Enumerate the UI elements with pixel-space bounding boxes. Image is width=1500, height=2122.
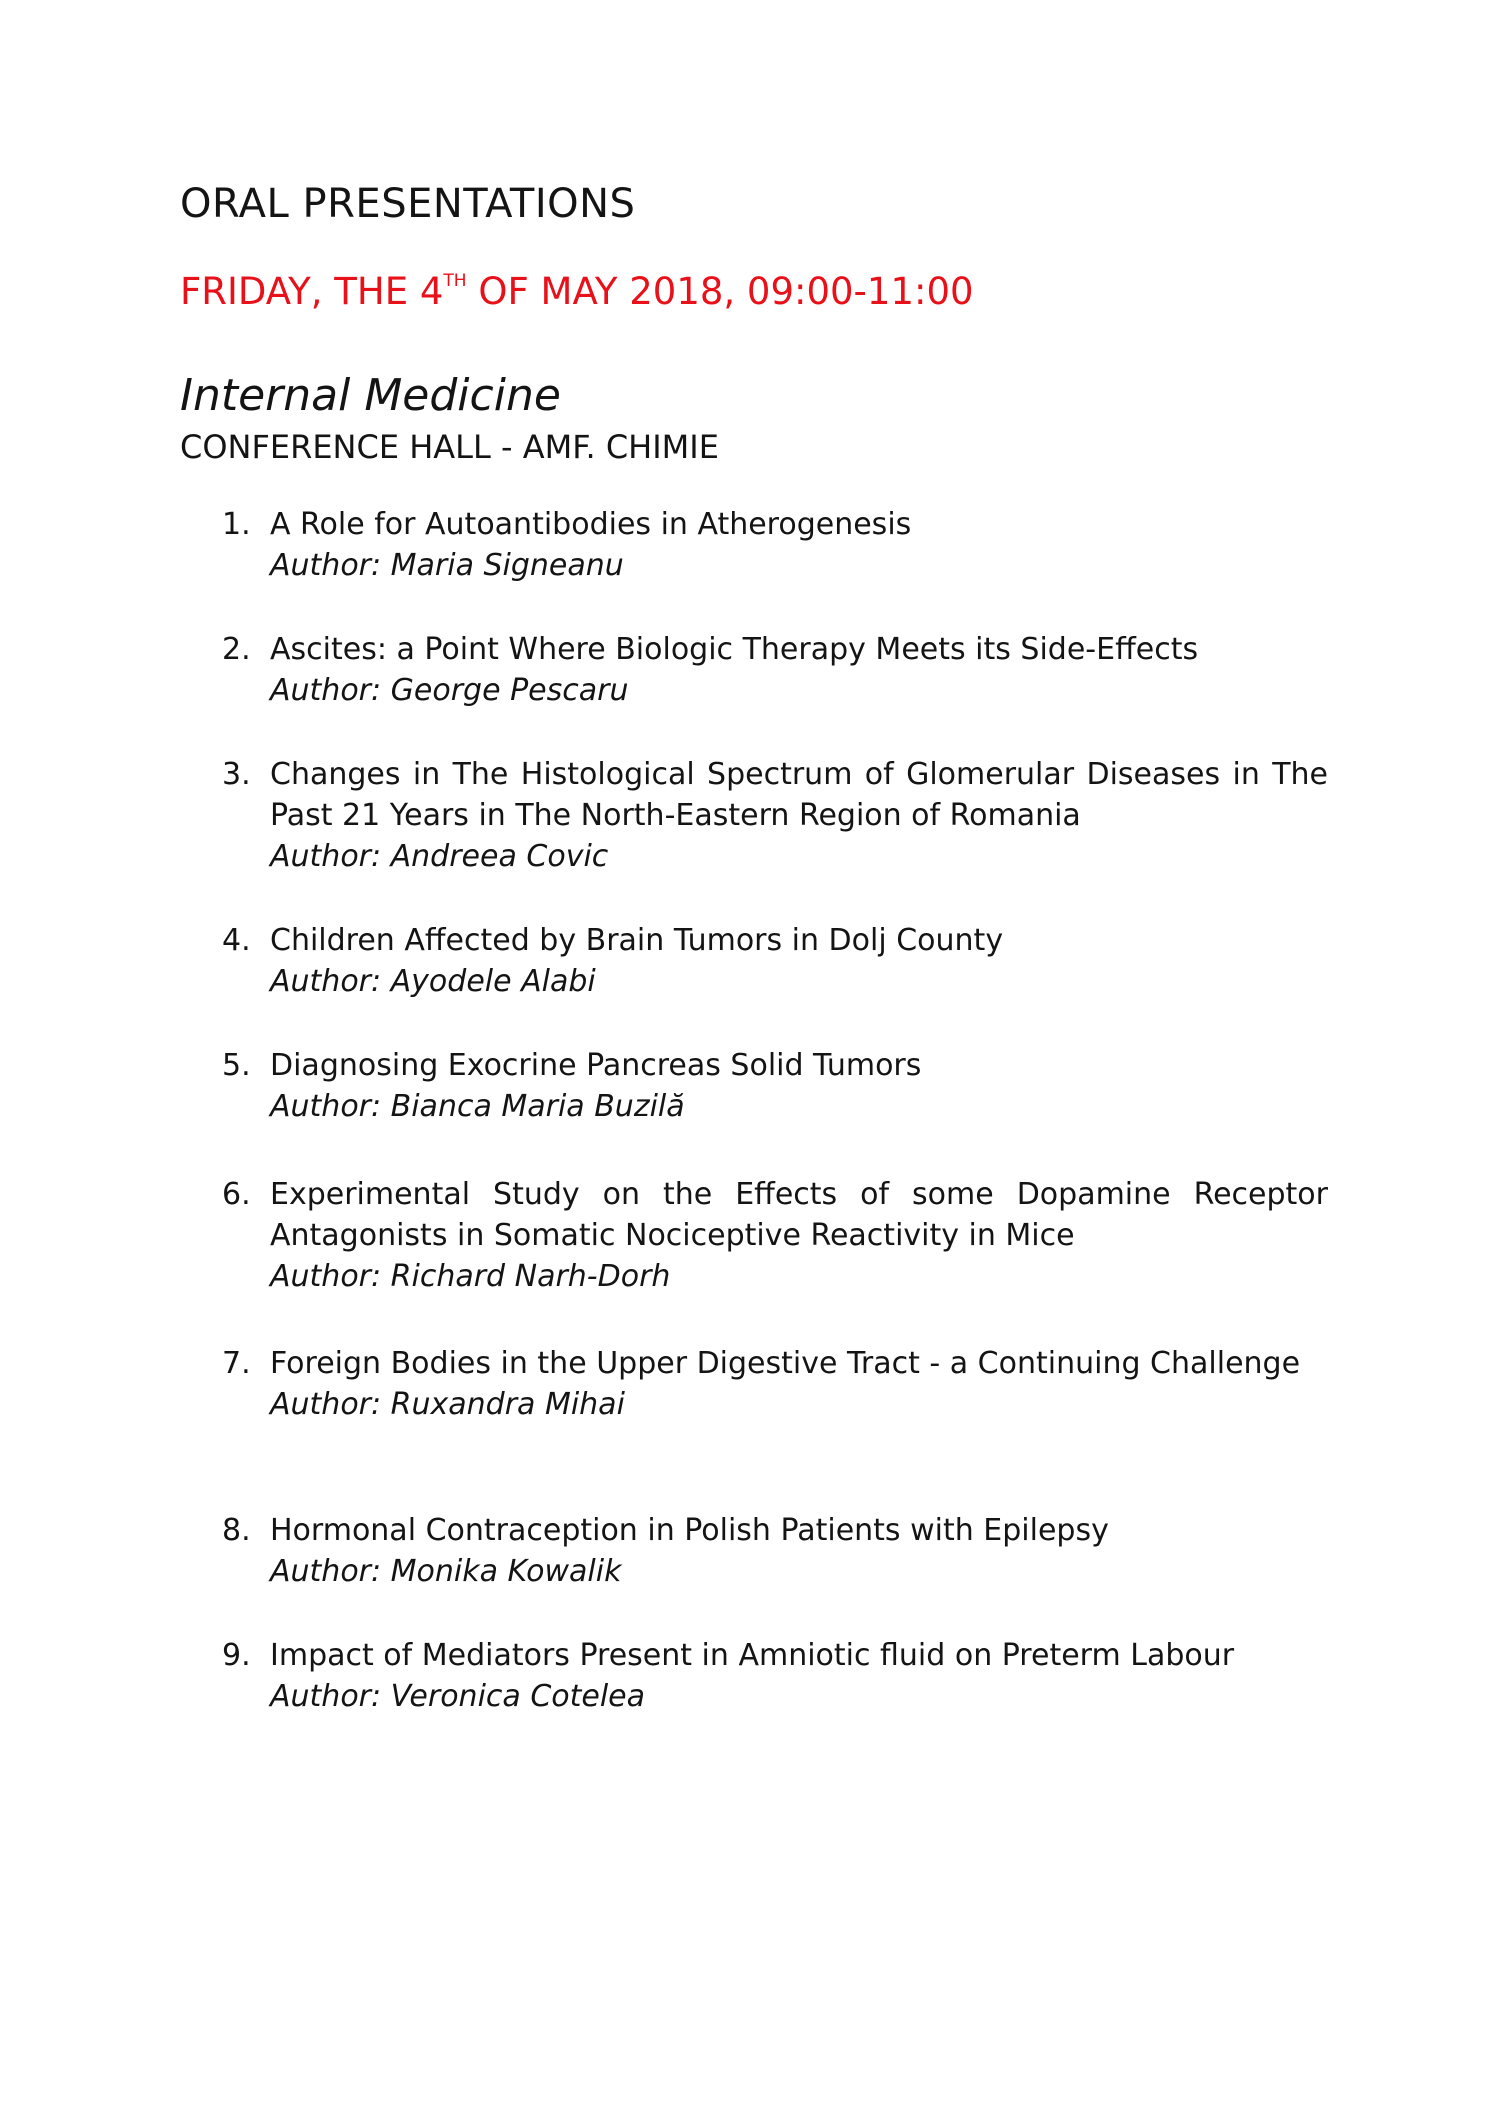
list-item bbox=[222, 920, 1328, 1002]
item-title: Diagnosing Exocrine Pancreas Solid Tumors bbox=[270, 1048, 922, 1083]
list-item bbox=[222, 1635, 1328, 1717]
list-item bbox=[222, 754, 1328, 877]
item-number: 8. bbox=[222, 1513, 251, 1548]
item-title: Changes in The Histological Spectrum of Glomerular Diseases in The Past 21 Years in The North-Eastern Region of Romania bbox=[270, 757, 1328, 833]
item-title: Foreign Bodies in the Upper Digestive Tract - a Continuing Challenge bbox=[270, 1346, 1301, 1381]
item-title: Children Affected by Brain Tumors in Dolj County bbox=[270, 923, 1004, 958]
item-title: Ascites: a Point Where Biologic Therapy Meets its Side-Effects bbox=[270, 632, 1199, 667]
conference-hall: CONFERENCE HALL - AMF. CHIMIE bbox=[180, 428, 719, 466]
item-number: 7. bbox=[222, 1346, 251, 1381]
item-author: Author: Monika Kowalik bbox=[270, 1554, 622, 1589]
list-item bbox=[222, 1174, 1328, 1297]
item-number: 4. bbox=[222, 923, 251, 958]
list-item bbox=[222, 1045, 1328, 1127]
item-number: 2. bbox=[222, 632, 251, 667]
list-item bbox=[222, 1343, 1328, 1425]
item-author: Author: Ruxandra Mihai bbox=[270, 1387, 625, 1422]
item-author: Author: George Pescaru bbox=[270, 673, 629, 708]
item-title: Hormonal Contraception in Polish Patients with Epilepsy bbox=[270, 1513, 1109, 1548]
item-author: Author: Richard Narh-Dorh bbox=[270, 1259, 671, 1294]
item-title: A Role for Autoantibodies in Atherogenesis bbox=[270, 507, 912, 542]
session-date-prefix: FRIDAY, THE 4 bbox=[180, 270, 444, 313]
item-number: 1. bbox=[222, 507, 251, 542]
session-date-ordinal: TH bbox=[443, 271, 467, 291]
item-author: Author: Bianca Maria Buzilă bbox=[270, 1089, 685, 1124]
list-item bbox=[222, 504, 1328, 586]
list-item bbox=[222, 1510, 1328, 1592]
list-item bbox=[222, 629, 1328, 711]
item-number: 5. bbox=[222, 1048, 251, 1083]
item-number: 9. bbox=[222, 1638, 251, 1673]
item-author: Author: Veronica Cotelea bbox=[270, 1679, 646, 1714]
session-date-suffix: OF MAY 2018, 09:00-11:00 bbox=[466, 270, 974, 313]
page-heading: ORAL PRESENTATIONS bbox=[180, 181, 636, 227]
item-title: Experimental Study on the Effects of some Dopamine Receptor Antagonists in Somatic Nociceptive Reactivity in Mice bbox=[270, 1177, 1328, 1253]
item-title: Impact of Mediators Present in Amniotic fluid on Preterm Labour bbox=[270, 1638, 1235, 1673]
section-title: Internal Medicine bbox=[180, 370, 561, 421]
session-date-time bbox=[180, 270, 974, 313]
item-author: Author: Ayodele Alabi bbox=[270, 964, 596, 999]
item-author: Author: Maria Signeanu bbox=[270, 548, 624, 583]
item-number: 3. bbox=[222, 757, 251, 792]
item-author: Author: Andreea Covic bbox=[270, 839, 609, 874]
item-number: 6. bbox=[222, 1177, 251, 1212]
